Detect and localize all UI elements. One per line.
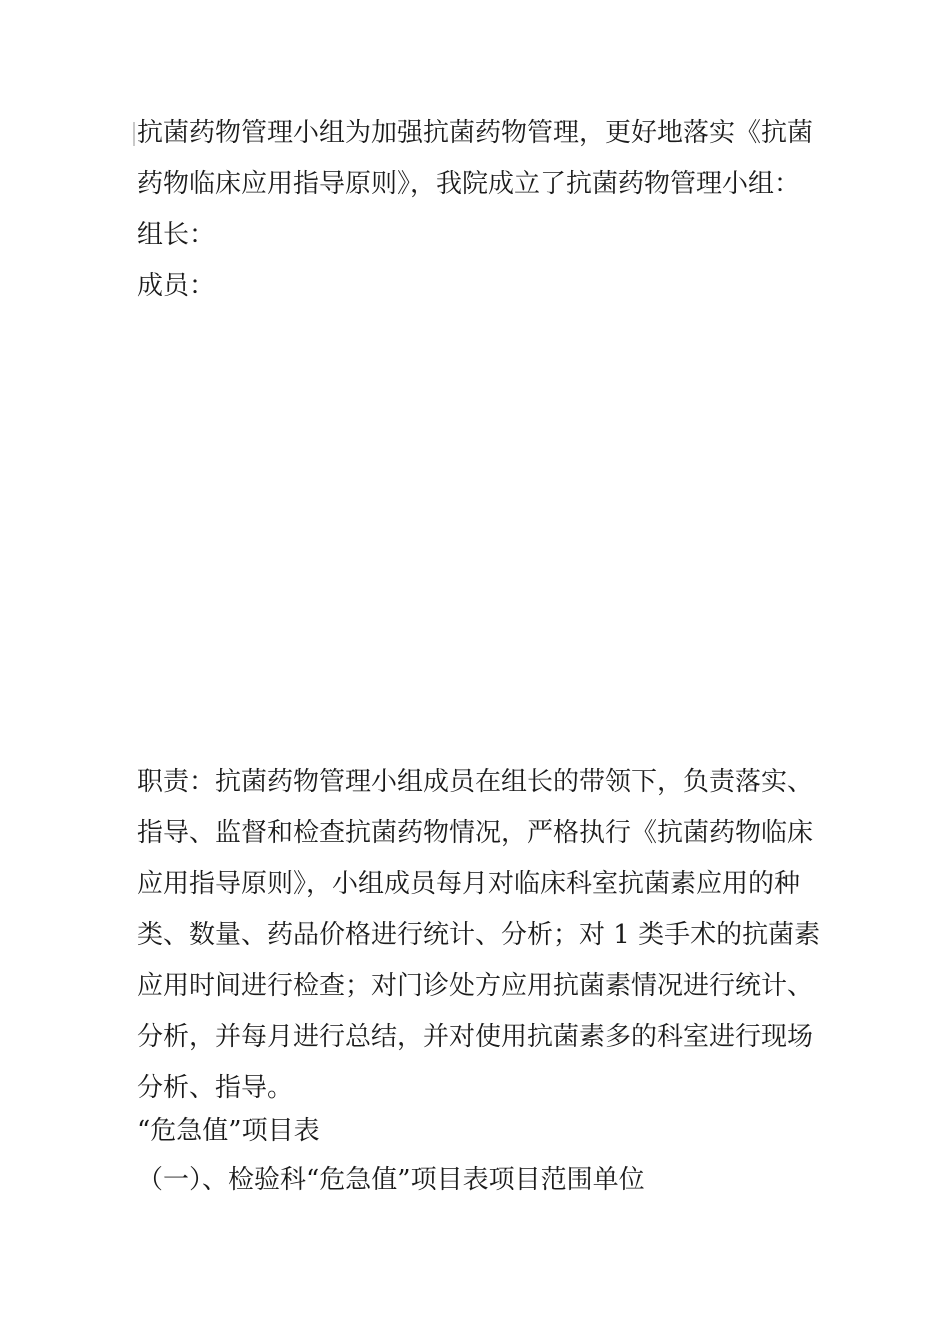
- duties-line: 职责：抗菌药物管理小组成员在组长的带领下，负责落实、: [137, 767, 814, 797]
- duties-paragraph: [137, 757, 821, 1114]
- intro-line: 药物临床应用指导原则》，我院成立了抗菌药物管理小组：: [137, 169, 801, 199]
- members-label: 成员：: [137, 271, 216, 301]
- critical-value-subtitle: （一）、检验科“危急值”项目表项目范围单位: [137, 1165, 645, 1195]
- text-cursor-mark: [133, 122, 135, 146]
- intro-line: 抗菌药物管理小组为加强抗菌药物管理，更好地落实《抗菌: [137, 118, 814, 148]
- duties-line: 类、数量、药品价格进行统计、分析；对 1 类手术的抗菌素: [137, 920, 821, 950]
- leader-label: 组长：: [137, 220, 216, 250]
- critical-value-title: “危急值”项目表: [137, 1116, 320, 1146]
- duties-line: 分析、指导。: [137, 1073, 294, 1103]
- intro-paragraph: [137, 108, 813, 210]
- duties-line: 应用指导原则》，小组成员每月对临床科室抗菌素应用的种: [137, 869, 801, 899]
- duties-line: 应用时间进行检查；对门诊处方应用抗菌素情况进行统计、: [137, 971, 814, 1001]
- duties-line: 分析，并每月进行总结，并对使用抗菌素多的科室进行现场: [137, 1022, 814, 1052]
- duties-line: 指导、监督和检查抗菌药物情况，严格执行《抗菌药物临床: [137, 818, 814, 848]
